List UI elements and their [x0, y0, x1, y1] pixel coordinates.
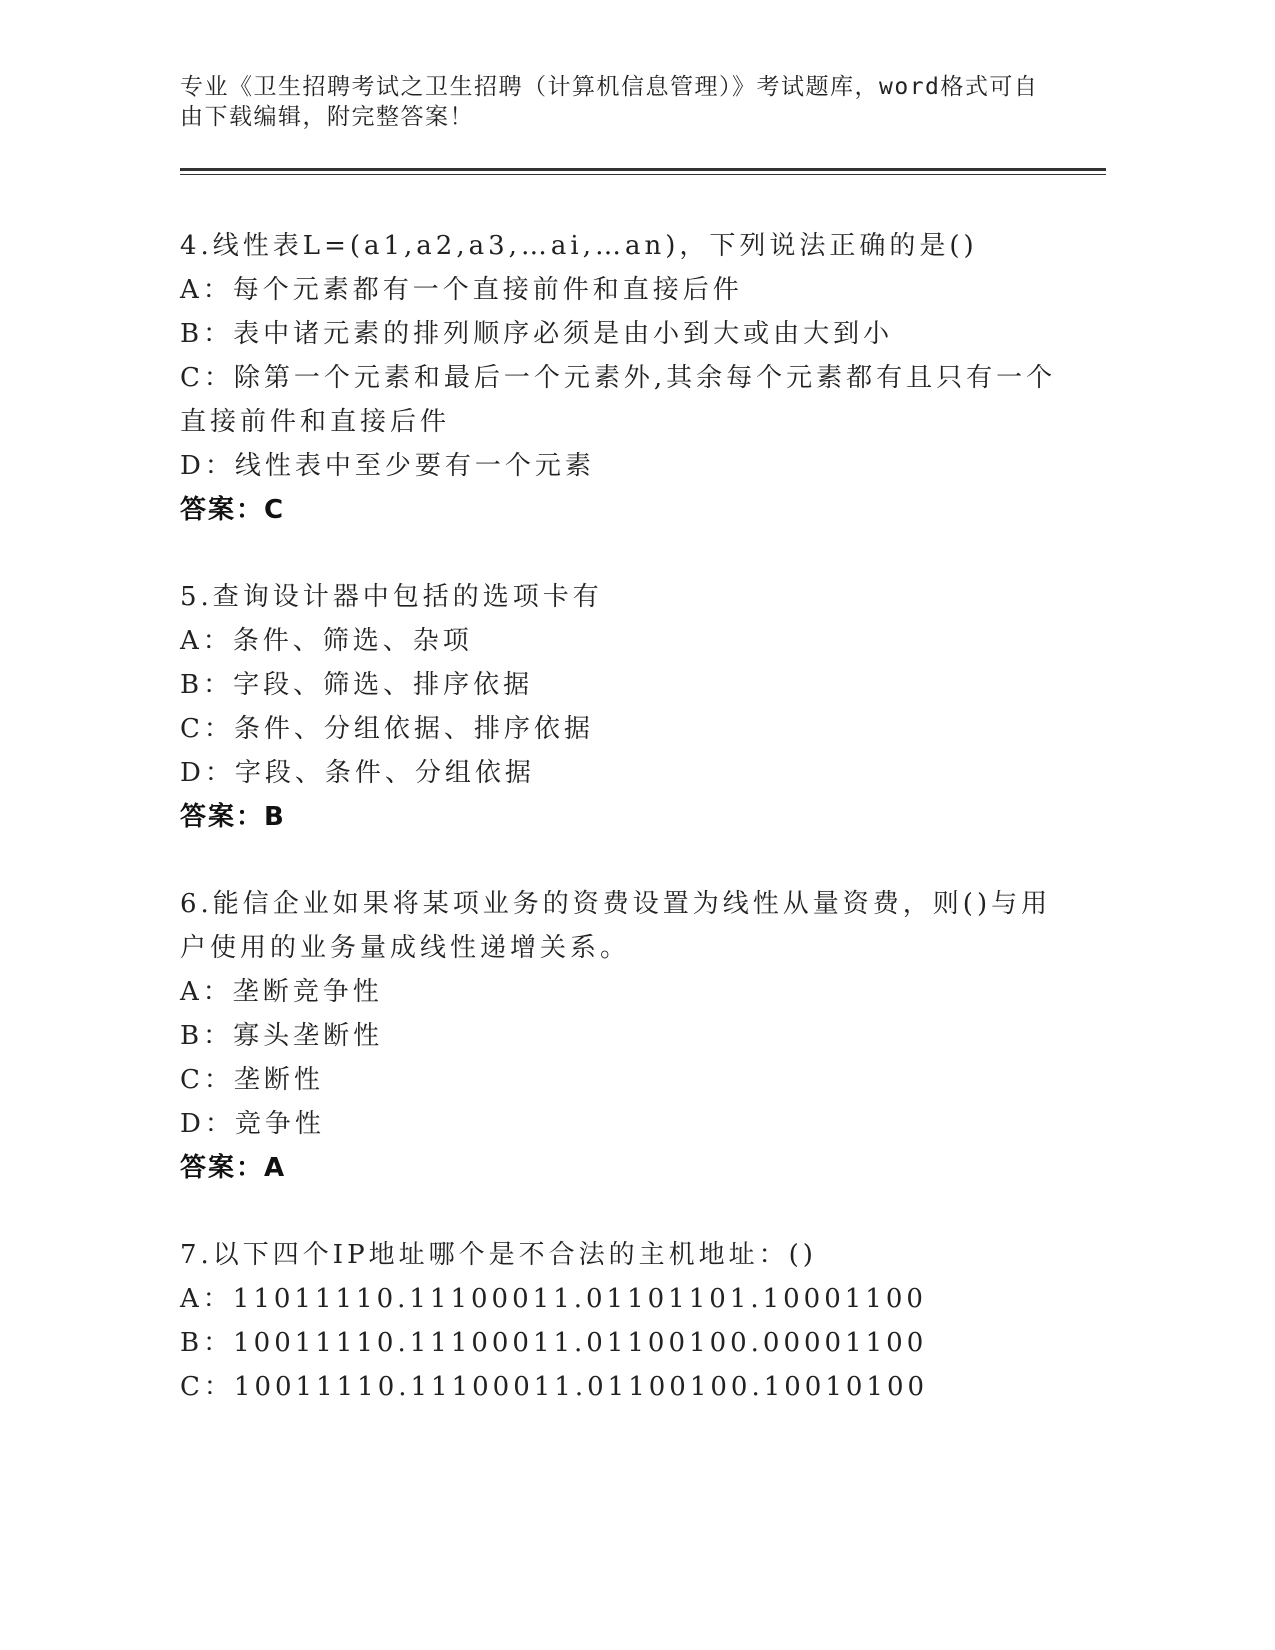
question-4	[180, 224, 1060, 532]
option-text: 10011110.11100011.01100100.10010100	[233, 1372, 929, 1402]
question-7	[180, 1233, 1060, 1409]
option-key: A：	[180, 977, 233, 1007]
question-stem: 6.能信企业如果将某项业务的资费设置为线性从量资费，则()与用户使用的业务量成线性递增关系。	[180, 889, 1052, 963]
header-divider-thin	[180, 174, 1106, 175]
header-divider-thick	[180, 168, 1106, 171]
option-d	[180, 751, 1060, 795]
option-text: 字段、条件、分组依据	[234, 758, 535, 788]
option-a	[180, 970, 1060, 1014]
option-c	[180, 356, 1060, 444]
option-key: B：	[180, 1328, 234, 1358]
option-b	[180, 1014, 1060, 1058]
option-text: 竞争性	[234, 1109, 325, 1139]
option-text: 除第一个元素和最后一个元素外,其余每个元素都有且只有一个直接前件和直接后件	[180, 363, 1057, 437]
option-text: 10011110.11100011.01100100.00001100	[233, 1328, 928, 1358]
option-key: C：	[180, 714, 234, 744]
option-key: A：	[180, 626, 233, 656]
option-text: 表中诸元素的排列顺序必须是由小到大或由大到小	[233, 319, 894, 349]
option-text: 条件、分组依据、排序依据	[233, 714, 594, 744]
option-b	[180, 312, 1060, 356]
option-b	[180, 663, 1060, 707]
option-text: 字段、筛选、排序依据	[233, 670, 534, 700]
option-key: A：	[180, 1284, 233, 1314]
answer: 答案：B	[180, 802, 286, 832]
option-key: C：	[180, 1372, 234, 1402]
option-a	[180, 619, 1060, 663]
option-key: D：	[180, 1109, 235, 1139]
option-d	[180, 1102, 1060, 1146]
option-text: 寡头垄断性	[233, 1021, 384, 1051]
option-key: C：	[180, 363, 234, 393]
option-text: 垄断竞争性	[232, 977, 383, 1007]
option-key: C：	[180, 1065, 234, 1095]
option-key: D：	[180, 758, 235, 788]
question-list	[180, 224, 1060, 1452]
question-stem: 4.线性表L=(a1,a2,a3,…ai,…an)，下列说法正确的是()	[180, 231, 978, 261]
option-text: 每个元素都有一个直接前件和直接后件	[232, 275, 743, 305]
question-5	[180, 575, 1060, 839]
option-a	[180, 268, 1060, 312]
option-text: 垄断性	[233, 1065, 324, 1095]
option-key: D：	[180, 451, 235, 481]
option-text: 11011110.11100011.01101101.10001100	[232, 1284, 927, 1314]
question-stem: 5.查询设计器中包括的选项卡有	[180, 582, 603, 612]
option-text: 线性表中至少要有一个元素	[234, 451, 595, 481]
question-stem: 7.以下四个IP地址哪个是不合法的主机地址：()	[180, 1240, 817, 1270]
answer: 答案：C	[180, 495, 286, 525]
option-a	[180, 1277, 1060, 1321]
option-b	[180, 1321, 1060, 1365]
option-key: B：	[180, 319, 234, 349]
question-6	[180, 882, 1060, 1190]
option-text: 条件、筛选、杂项	[232, 626, 473, 656]
option-c	[180, 707, 1060, 751]
option-c	[180, 1058, 1060, 1102]
option-key: B：	[180, 1021, 234, 1051]
document-header: 专业《卫生招聘考试之卫生招聘（计算机信息管理）》考试题库，word格式可自由下载编辑，附完整答案！	[180, 74, 1039, 130]
option-key: A：	[180, 275, 233, 305]
option-key: B：	[180, 670, 234, 700]
option-c	[180, 1365, 1060, 1409]
answer: 答案：A	[180, 1153, 287, 1183]
option-d	[180, 444, 1060, 488]
